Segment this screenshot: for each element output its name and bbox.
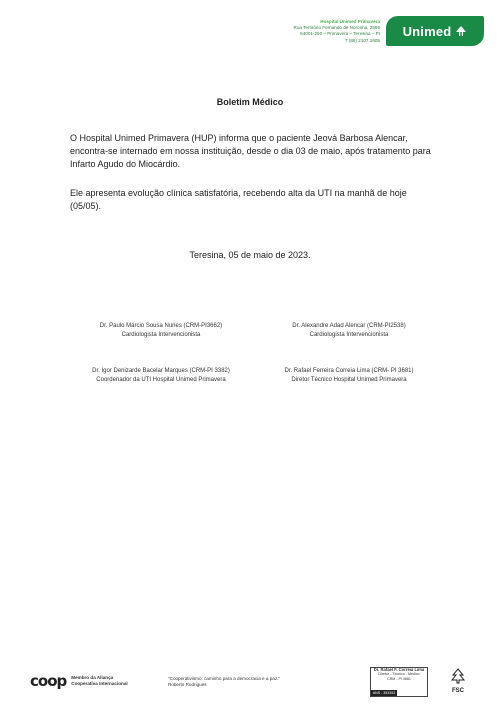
quote-text: "Cooperativismo: caminho para a democracia e a paz.": [168, 676, 281, 681]
unimed-logo: [386, 16, 484, 46]
paragraph-1: O Hospital Unimed Primavera (HUP) informa que o paciente Jeová Barbosa Alencar, encontra-se internado em nossa instituição, desde o dia 03 de maio, após tratamento para Infarto Agudo do Miocárdio.: [70, 133, 431, 169]
signature-stamp: [370, 667, 428, 697]
signatory-role: Diretor Técnico Hospital Unimed Primavera: [291, 376, 407, 383]
coop-line-1: Membro da Aliança: [71, 675, 114, 681]
signatory-role: Cardiologista Intervencionista: [121, 331, 201, 338]
signatory-name: Dr. Igor Denizarde Bacelar Marques (CRM-PI 3382): [92, 368, 230, 374]
signatory-role: Cardiologista Intervencionista: [309, 331, 389, 338]
quote-author: Roberto Rodrigues: [168, 682, 207, 687]
stamp-name: Dr. Rafael F. Correia Lima: [373, 667, 425, 672]
signature-block: [61, 322, 261, 339]
document-title: Boletim Médico: [216, 97, 284, 107]
header-address: [200, 19, 380, 44]
place-date: Teresina, 05 de maio de 2023.: [189, 250, 311, 260]
fsc-logo: [447, 668, 469, 694]
address-line-2: 64001-250 – Primavera – Teresina – PI: [300, 31, 380, 37]
coop-logo: [30, 672, 128, 690]
address-line-1: Rua Território Fernando de Noronha, 2566: [293, 25, 380, 31]
paragraph-2: Ele apresenta evolução clínica satisfatória, recebendo alta da UTI na manhã de hoje (05/05).: [70, 188, 407, 211]
signatory-name: Dr. Rafael Ferreira Correia Lima (CRM- PI 3681): [284, 368, 414, 374]
signature-block: [249, 322, 449, 339]
phone: T (86) 2107.1605: [344, 37, 380, 43]
stamp-ans: ANS - 353353: [372, 691, 396, 695]
coop-line-2: Cooperativa Internacional: [71, 681, 128, 686]
signature-block: [249, 367, 449, 384]
coop-caption: [71, 675, 127, 687]
footer-quote: [168, 676, 338, 688]
signatory-name: Dr. Paulo Márcio Sousa Nunes (CRM-PI3662): [99, 323, 223, 329]
fsc-label: FSC: [452, 688, 464, 694]
hospital-name: Hospital Unimed Primavera: [320, 19, 380, 24]
signature-block: [61, 367, 261, 384]
signatory-name: Dr. Alexandre Adad Alencar (CRM-PI2538): [292, 323, 406, 329]
tree-icon: [455, 25, 467, 37]
stamp-crm: CRM - PI 3681: [387, 676, 411, 681]
coop-wordmark: coop: [30, 672, 67, 690]
logo-text: Unimed: [402, 23, 452, 39]
fsc-tree-icon: [450, 668, 466, 684]
signatory-role: Coordenador da UTI Hospital Unimed Primavera: [96, 376, 226, 383]
stamp-role: Diretor - Técnico - Médico: [378, 672, 420, 677]
